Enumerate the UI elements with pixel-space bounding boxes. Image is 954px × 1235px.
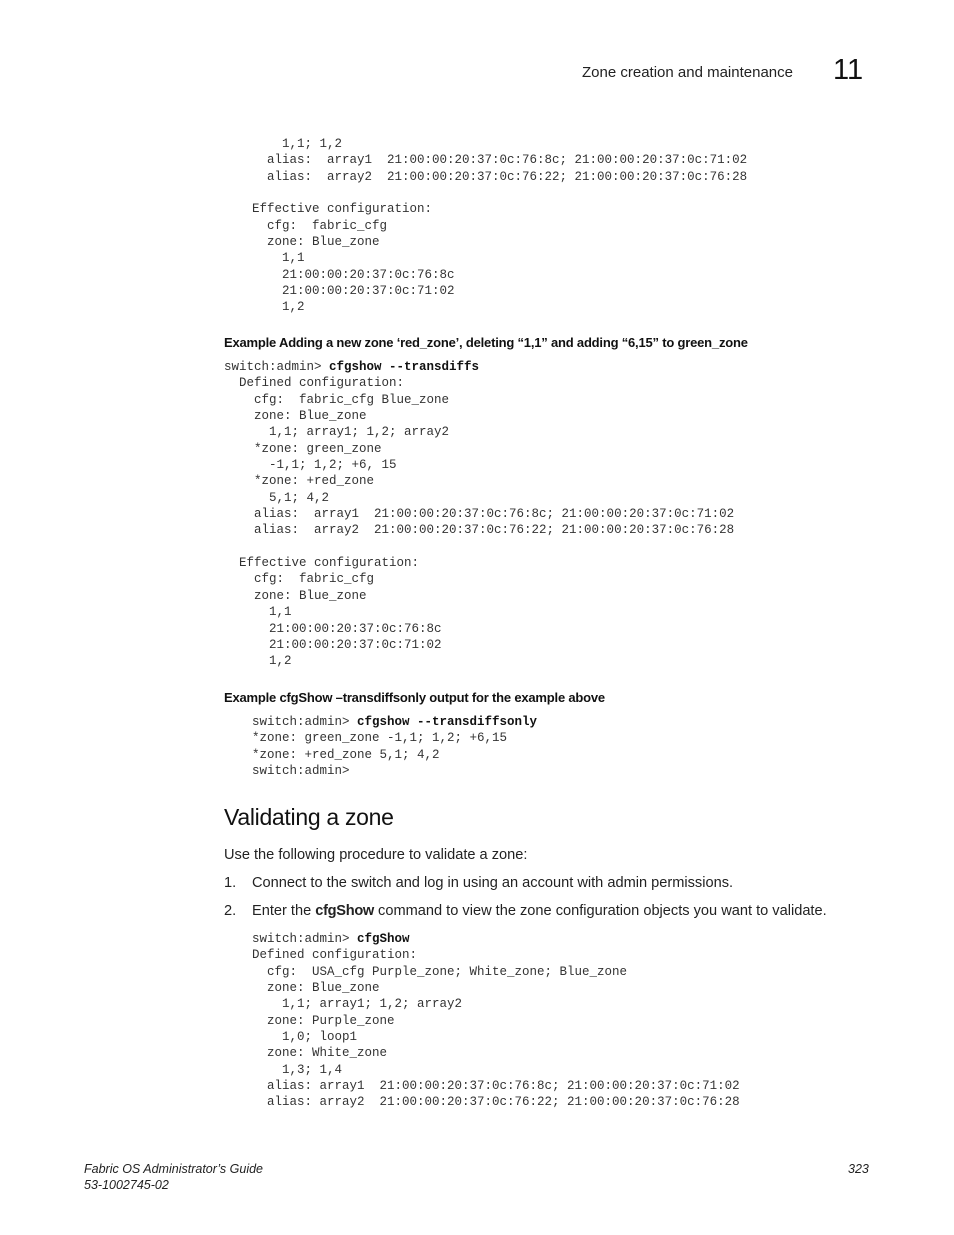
step-text: [252, 903, 827, 919]
running-header-title: Zone creation and maintenance: [582, 64, 793, 81]
footer-page-number: 323: [848, 1162, 869, 1176]
example-caption-transdiffs: Example Adding a new zone ‘red_zone’, deleting “1,1” and adding “6,15” to green_zone: [224, 335, 748, 350]
section-intro: Use the following procedure to validate a zone:: [224, 847, 528, 863]
step-text: Connect to the switch and log in using an account with admin permissions.: [252, 875, 734, 891]
step-number: 2.: [224, 903, 237, 919]
code-block-transdiffsonly: [252, 714, 537, 779]
code-command: cfgShow: [357, 932, 410, 946]
chapter-number: 11: [833, 54, 864, 86]
step-number: 1.: [224, 875, 237, 891]
footer-guide-title: Fabric OS Administrator’s Guide: [84, 1162, 263, 1176]
code-block-cfgshow: [252, 931, 740, 1111]
code-prompt: switch:admin>: [224, 360, 330, 374]
code-block-continued: 1,1; 1,2 alias: array1 21:00:00:20:37:0c:76:8c; 21:00:00:20:37:0c:71:02 alias: array2 21:00:00:20:37:0c:76:22; 21:00:00:20:37:0c:76:28 Effective configuration: cfg: fabric_cfg zone: Blue_zone 1,1 21:00:00:20:37:0c:76:8c 21:00:00:20:37:0c:71:02 1,2: [252, 137, 748, 315]
code-output-transdiffs: Defined configuration: cfg: fabric_cfg Blue_zone zone: Blue_zone 1,1; array1; 1,2; array2 *zone: green_zone -1,1; 1,2; +6, 15 *zone: +red_zone 5,1; 4,2 alias: array1 21:00:00:20:37:0c:76:8c; 21:00:00:20:37:0c:71:02 alias: array2 21:00:00:20:37:0c:76:22; 21:00:00:20:37:0c:76:28 Effective configuration: cfg: fabric_cfg zone: Blue_zone 1,1 21:00:00:20:37:0c:76:8c 21:00:00:20:37:0c:71:02 1,2: [239, 376, 735, 669]
step-text-before: Enter the: [252, 903, 316, 919]
code-prompt: switch:admin>: [252, 932, 358, 946]
code-command: cfgshow --transdiffsonly: [357, 715, 538, 729]
code-block-transdiffs: [224, 359, 734, 670]
code-output-cfgshow: Defined configuration: cfg: USA_cfg Purple_zone; White_zone; Blue_zone zone: Blue_zone 1,1; array1; 1,2; array2 zone: Purple_zone 1,0; loop1 zone: White_zone 1,3; 1,4 alias: array1 21:00:00:20:37:0c:76:8c; 21:00:00:20:37:0c:71:02 alias: array2 21:00:00:20:37:0c:76:22; 21:00:00:20:37:0c:76:28: [252, 948, 740, 1110]
example-caption-transdiffsonly: Example cfgShow –transdiffsonly output for the example above: [224, 690, 605, 705]
code-prompt: switch:admin>: [252, 715, 358, 729]
step-text-after: command to view the zone configuration objects you want to validate.: [374, 903, 827, 919]
section-heading: Validating a zone: [224, 804, 394, 830]
code-output-transdiffsonly: *zone: green_zone -1,1; 1,2; +6,15 *zone: +red_zone 5,1; 4,2 switch:admin>: [252, 731, 508, 779]
footer-doc-number: 53-1002745-02: [84, 1178, 169, 1192]
command-name: cfgShow: [315, 903, 374, 919]
code-command: cfgshow --transdiffs: [329, 360, 480, 374]
